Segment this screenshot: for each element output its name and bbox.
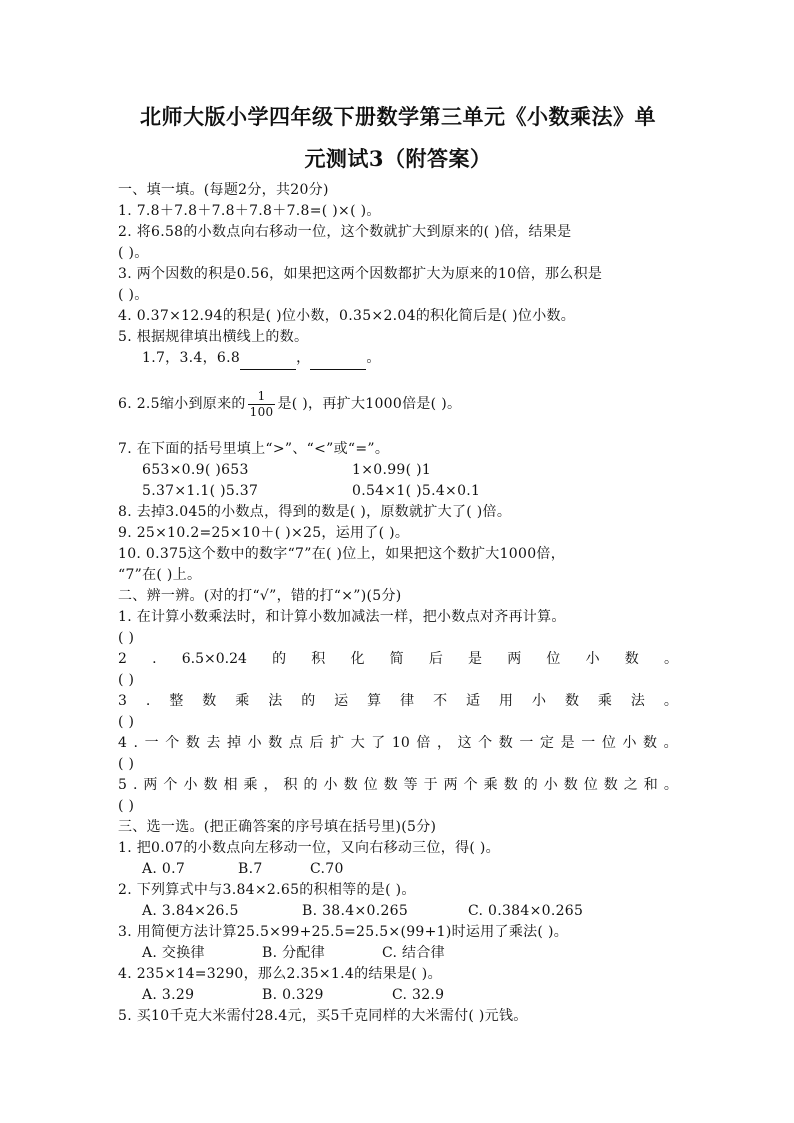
q6-suffix: 是( )，再扩大1000倍是( )。 bbox=[277, 396, 462, 412]
word: 的 bbox=[272, 651, 287, 667]
option-b: B. 分配律 bbox=[262, 945, 325, 961]
option-a: A. 交换律 bbox=[142, 945, 205, 961]
s2-question-4 bbox=[118, 733, 678, 754]
word: 化 bbox=[350, 651, 365, 667]
word: ， bbox=[263, 777, 278, 793]
s1-question-8: 8. 去掉3.045的小数点，得到的数是( )，原数就扩大了( )倍。 bbox=[118, 504, 512, 520]
sequence-values: 1.7，3.4，6.8 bbox=[142, 350, 241, 366]
option-c: C.70 bbox=[310, 861, 344, 877]
word: 数 bbox=[643, 735, 658, 751]
word: 扩 bbox=[330, 735, 345, 751]
word: 的 bbox=[523, 777, 538, 793]
word: 个 bbox=[163, 777, 178, 793]
word: 两 bbox=[443, 777, 458, 793]
word: 位 bbox=[583, 777, 598, 793]
option-c: C. 结合律 bbox=[382, 945, 445, 961]
word: 小 bbox=[183, 777, 198, 793]
word: 一 bbox=[581, 735, 596, 751]
word: 运 bbox=[334, 693, 349, 709]
word: 乘 bbox=[243, 777, 258, 793]
s3-question-2-options bbox=[118, 901, 678, 922]
word: 适 bbox=[466, 693, 481, 709]
s1-question-5-sequence bbox=[118, 348, 678, 369]
word: 了 bbox=[371, 735, 386, 751]
word: 法 bbox=[630, 693, 645, 709]
s2-question-3 bbox=[118, 691, 678, 712]
word: 这 bbox=[457, 735, 472, 751]
s1-question-9: 9. 25×10.2=25×10＋( )×25，运用了( )。 bbox=[118, 525, 410, 541]
s1-question-3: 3. 两个因数的积是0.56，如果把这两个因数都扩大为原来的10倍，那么积是 bbox=[118, 266, 603, 282]
word: 简 bbox=[389, 651, 404, 667]
page-title bbox=[110, 96, 686, 180]
word: 5 bbox=[118, 777, 127, 793]
option-a: A. 0.7 bbox=[142, 861, 186, 877]
word: 数 bbox=[498, 735, 513, 751]
compare-item: 1×0.99( )1 bbox=[352, 462, 432, 478]
word: 个 bbox=[478, 735, 493, 751]
sequence-end: 。 bbox=[366, 350, 381, 366]
section-3-heading: 三、选一选。(把正确答案的序号填在括号里)(5分) bbox=[118, 819, 437, 835]
word: 积 bbox=[283, 777, 298, 793]
word: 乘 bbox=[597, 693, 612, 709]
s1-question-7-row-1 bbox=[118, 460, 678, 481]
word: 数 bbox=[268, 735, 283, 751]
answer-blank bbox=[240, 348, 296, 370]
word: 小 bbox=[247, 735, 262, 751]
word: 数 bbox=[185, 735, 200, 751]
s3-question-1-options bbox=[118, 859, 678, 880]
title-line-1: 北师大版小学四年级下册数学第三单元《小数乘法》单 bbox=[140, 104, 656, 129]
word: 数 bbox=[563, 777, 578, 793]
word: 乘 bbox=[483, 777, 498, 793]
word: 积 bbox=[311, 651, 326, 667]
word: 的 bbox=[301, 693, 316, 709]
word: 定 bbox=[540, 735, 554, 751]
word: 小 bbox=[585, 651, 600, 667]
word: 位 bbox=[546, 651, 561, 667]
word: . bbox=[145, 693, 151, 709]
sequence-sep: ， bbox=[296, 350, 311, 366]
word: 算 bbox=[367, 693, 382, 709]
s3-question-4-options bbox=[118, 985, 678, 1006]
s1-question-7-row-2 bbox=[118, 481, 678, 502]
word: 一 bbox=[519, 735, 534, 751]
s3-question-3-options bbox=[118, 943, 678, 964]
word: 是 bbox=[468, 651, 483, 667]
s1-question-10: 10. 0.375这个数中的数字“7”在( )位上，如果把这个数扩大1000倍， bbox=[118, 546, 566, 562]
s3-question-2: 2. 下列算式中与3.84×2.65的积相等的是( )。 bbox=[118, 882, 416, 898]
word: 3 bbox=[118, 693, 127, 709]
compare-item: 5.37×1.1( )5.37 bbox=[142, 483, 259, 499]
worksheet-page bbox=[118, 96, 678, 1027]
s3-question-4: 4. 235×14=3290，那么2.35×1.4的结果是( )。 bbox=[118, 966, 442, 982]
fraction bbox=[248, 389, 276, 420]
word: 小 bbox=[323, 777, 338, 793]
word: 小 bbox=[531, 693, 546, 709]
s1-question-2-cont: ( )。 bbox=[118, 245, 149, 261]
word: 两 bbox=[507, 651, 522, 667]
section-1-heading: 一、填一填。(每题2分，共20分) bbox=[118, 182, 329, 198]
option-a: A. 3.29 bbox=[142, 987, 195, 1003]
s1-question-10-cont: “7”在( )上。 bbox=[118, 567, 202, 583]
word: 法 bbox=[268, 693, 283, 709]
word: 小 bbox=[622, 735, 637, 751]
s1-question-6 bbox=[118, 381, 678, 427]
word: . bbox=[133, 735, 138, 751]
s2-question-2-answer: ( ) bbox=[118, 672, 135, 688]
word: 大 bbox=[350, 735, 365, 751]
word: 个 bbox=[165, 735, 180, 751]
word: 。 bbox=[663, 651, 678, 667]
word: 去 bbox=[206, 735, 221, 751]
s1-question-5: 5. 根据规律填出横线上的数。 bbox=[118, 329, 309, 345]
s3-question-1: 1. 把0.07的小数点向左移动一位，又向右移动三位，得( )。 bbox=[118, 840, 500, 856]
word: 4 bbox=[118, 735, 127, 751]
word: 数 bbox=[383, 777, 398, 793]
word: 掉 bbox=[227, 735, 242, 751]
option-b: B. 38.4×0.265 bbox=[302, 903, 409, 919]
word: 用 bbox=[499, 693, 513, 709]
word: 和 bbox=[643, 777, 658, 793]
s2-question-1: 1. 在计算小数乘法时，和计算小数加减法一样，把小数点对齐再计算。 bbox=[118, 609, 566, 625]
word: 数 bbox=[202, 693, 217, 709]
word: 整 bbox=[169, 693, 184, 709]
word: 之 bbox=[623, 777, 638, 793]
word: 不 bbox=[433, 693, 448, 709]
word: 后 bbox=[428, 651, 443, 667]
word: 后 bbox=[309, 735, 324, 751]
word: 小 bbox=[543, 777, 558, 793]
q6-prefix: 6. 2.5缩小到原来的 bbox=[118, 396, 246, 412]
option-b: B.7 bbox=[238, 861, 263, 877]
word: 的 bbox=[303, 777, 318, 793]
word: 数 bbox=[343, 777, 358, 793]
s1-question-4: 4. 0.37×12.94的积是( )位小数，0.35×2.04的积化简后是( )位小数。 bbox=[118, 308, 576, 324]
word: 是 bbox=[560, 735, 575, 751]
word: 个 bbox=[463, 777, 478, 793]
word: 位 bbox=[363, 777, 378, 793]
option-c: C. 32.9 bbox=[392, 987, 445, 1003]
compare-item: 0.54×1( )5.4×0.1 bbox=[352, 483, 481, 499]
s2-question-5 bbox=[118, 775, 678, 796]
word: 。 bbox=[663, 777, 678, 793]
option-c: C. 0.384×0.265 bbox=[468, 903, 584, 919]
word: ， bbox=[436, 735, 451, 751]
word: 倍 bbox=[416, 735, 431, 751]
word: 位 bbox=[601, 735, 616, 751]
word: 等 bbox=[403, 777, 418, 793]
word: 。 bbox=[663, 693, 678, 709]
word: . bbox=[152, 651, 157, 667]
word: 两 bbox=[143, 777, 158, 793]
answer-blank bbox=[310, 348, 366, 370]
word: . bbox=[132, 777, 138, 793]
word: 数 bbox=[564, 693, 579, 709]
s2-question-5-answer: ( ) bbox=[118, 798, 135, 814]
word: 6.5×0.24 bbox=[181, 651, 247, 667]
word: 数 bbox=[603, 777, 618, 793]
s1-question-3-cont: ( )。 bbox=[118, 287, 149, 303]
word: 乘 bbox=[235, 693, 250, 709]
s2-question-1-answer: ( ) bbox=[118, 630, 135, 646]
word: 2 bbox=[118, 651, 127, 667]
s3-question-5: 5. 买10千克大米需付28.4元，买5千克同样的大米需付( )元钱。 bbox=[118, 1008, 528, 1024]
s3-question-3: 3. 用简便方法计算25.5×99+25.5=25.5×(99+1)时运用了乘法( )。 bbox=[118, 924, 569, 940]
word: 点 bbox=[288, 735, 303, 751]
word: 数 bbox=[503, 777, 518, 793]
compare-item: 653×0.9( )653 bbox=[142, 462, 249, 478]
s2-question-2 bbox=[118, 649, 678, 670]
word: 。 bbox=[663, 735, 678, 751]
s1-question-2: 2. 将6.58的小数点向右移动一位，这个数就扩大到原来的( )倍，结果是 bbox=[118, 224, 572, 240]
word: 数 bbox=[203, 777, 218, 793]
s2-question-3-answer: ( ) bbox=[118, 714, 135, 730]
s1-question-1: 1. 7.8＋7.8＋7.8＋7.8＋7.8=( )×( )。 bbox=[118, 203, 381, 219]
section-2-heading: 二、辨一辨。(对的打“√”，错的打“×”)(5分) bbox=[118, 588, 402, 604]
fraction-numerator: 1 bbox=[257, 388, 266, 403]
s2-question-4-answer: ( ) bbox=[118, 756, 135, 772]
option-a: A. 3.84×26.5 bbox=[142, 903, 239, 919]
title-line-2: 元测试3（附答案） bbox=[304, 146, 492, 171]
fraction-denominator: 100 bbox=[249, 404, 274, 419]
word: 一 bbox=[144, 735, 159, 751]
word: 相 bbox=[223, 777, 238, 793]
word: 10 bbox=[391, 735, 410, 751]
word: 于 bbox=[423, 777, 438, 793]
option-b: B. 0.329 bbox=[262, 987, 324, 1003]
s1-question-7: 7. 在下面的括号里填上“>”、“<”或“=”。 bbox=[118, 441, 390, 457]
word: 律 bbox=[400, 693, 415, 709]
word: 数 bbox=[624, 651, 639, 667]
